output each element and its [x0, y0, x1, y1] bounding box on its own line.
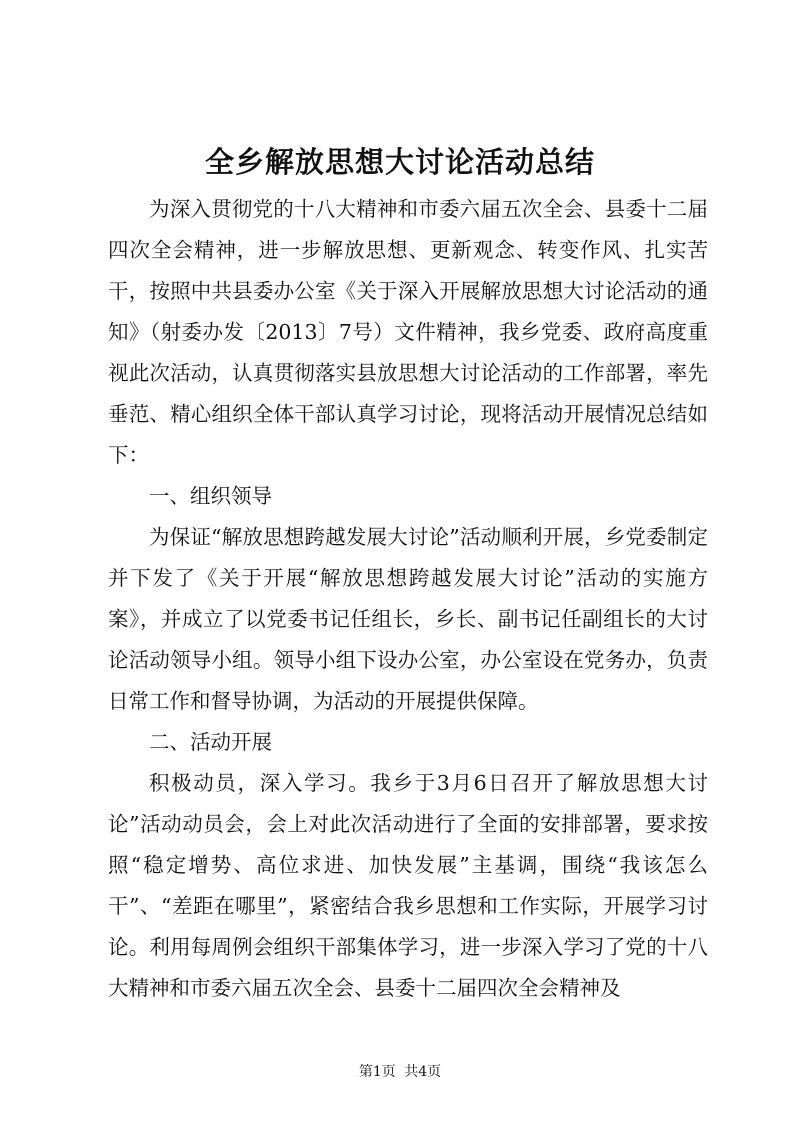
document-body: [108, 189, 708, 1009]
page-number: 第1页: [358, 1064, 396, 1080]
intro-paragraph: 为深入贯彻党的十八大精神和市委六届五次全会、县委十二届四次全会精神，进一步解放思想、更新观念、转变作风、扎实苦干，按照中共县委办公室《关于深入开展解放思想大讨论活动的通知》（射委办发〔2013〕7号）文件精神，我乡党委、政府高度重视此次活动，认真贯彻落实县放思想大讨论活动的工作部署，率先垂范、精心组织全体干部认真学习讨论，现将活动开展情况总结如下：: [108, 197, 708, 467]
organization-paragraph: 为保证“解放思想跨越发展大讨论”活动顺利开展，乡党委制定并下发了《关于开展“解放思想跨越发展大讨论”活动的实施方案》，并成立了以党委书记任组长，乡长、副书记任副组长的大讨论活动领导小组。领导小组下设办公室，办公室设在党务办，负责日常工作和督导协调，为活动的开展提供保障。: [108, 525, 708, 713]
page-footer: [0, 1062, 800, 1082]
document-title: 全乡解放思想大讨论活动总结: [204, 145, 595, 179]
page-total: 共4页: [404, 1064, 442, 1080]
section-heading-organization: 一、组织领导: [149, 484, 272, 508]
activities-paragraph: 积极动员，深入学习。我乡于3月6日召开了解放思想大讨论”活动动员会，会上对此次活动进行了全面的安排部署，要求按照“稳定增势、高位求进、加快发展”主基调，围绕“我该怎么干”、“差距在哪里”，紧密结合我乡思想和工作实际，开展学习讨论。利用每周例会组织干部集体学习，进一步深入学习了党的十八大精神和市委六届五次全会、县委十二届四次全会精神及: [108, 771, 708, 1000]
section-heading-activities: 二、活动开展: [149, 730, 272, 754]
